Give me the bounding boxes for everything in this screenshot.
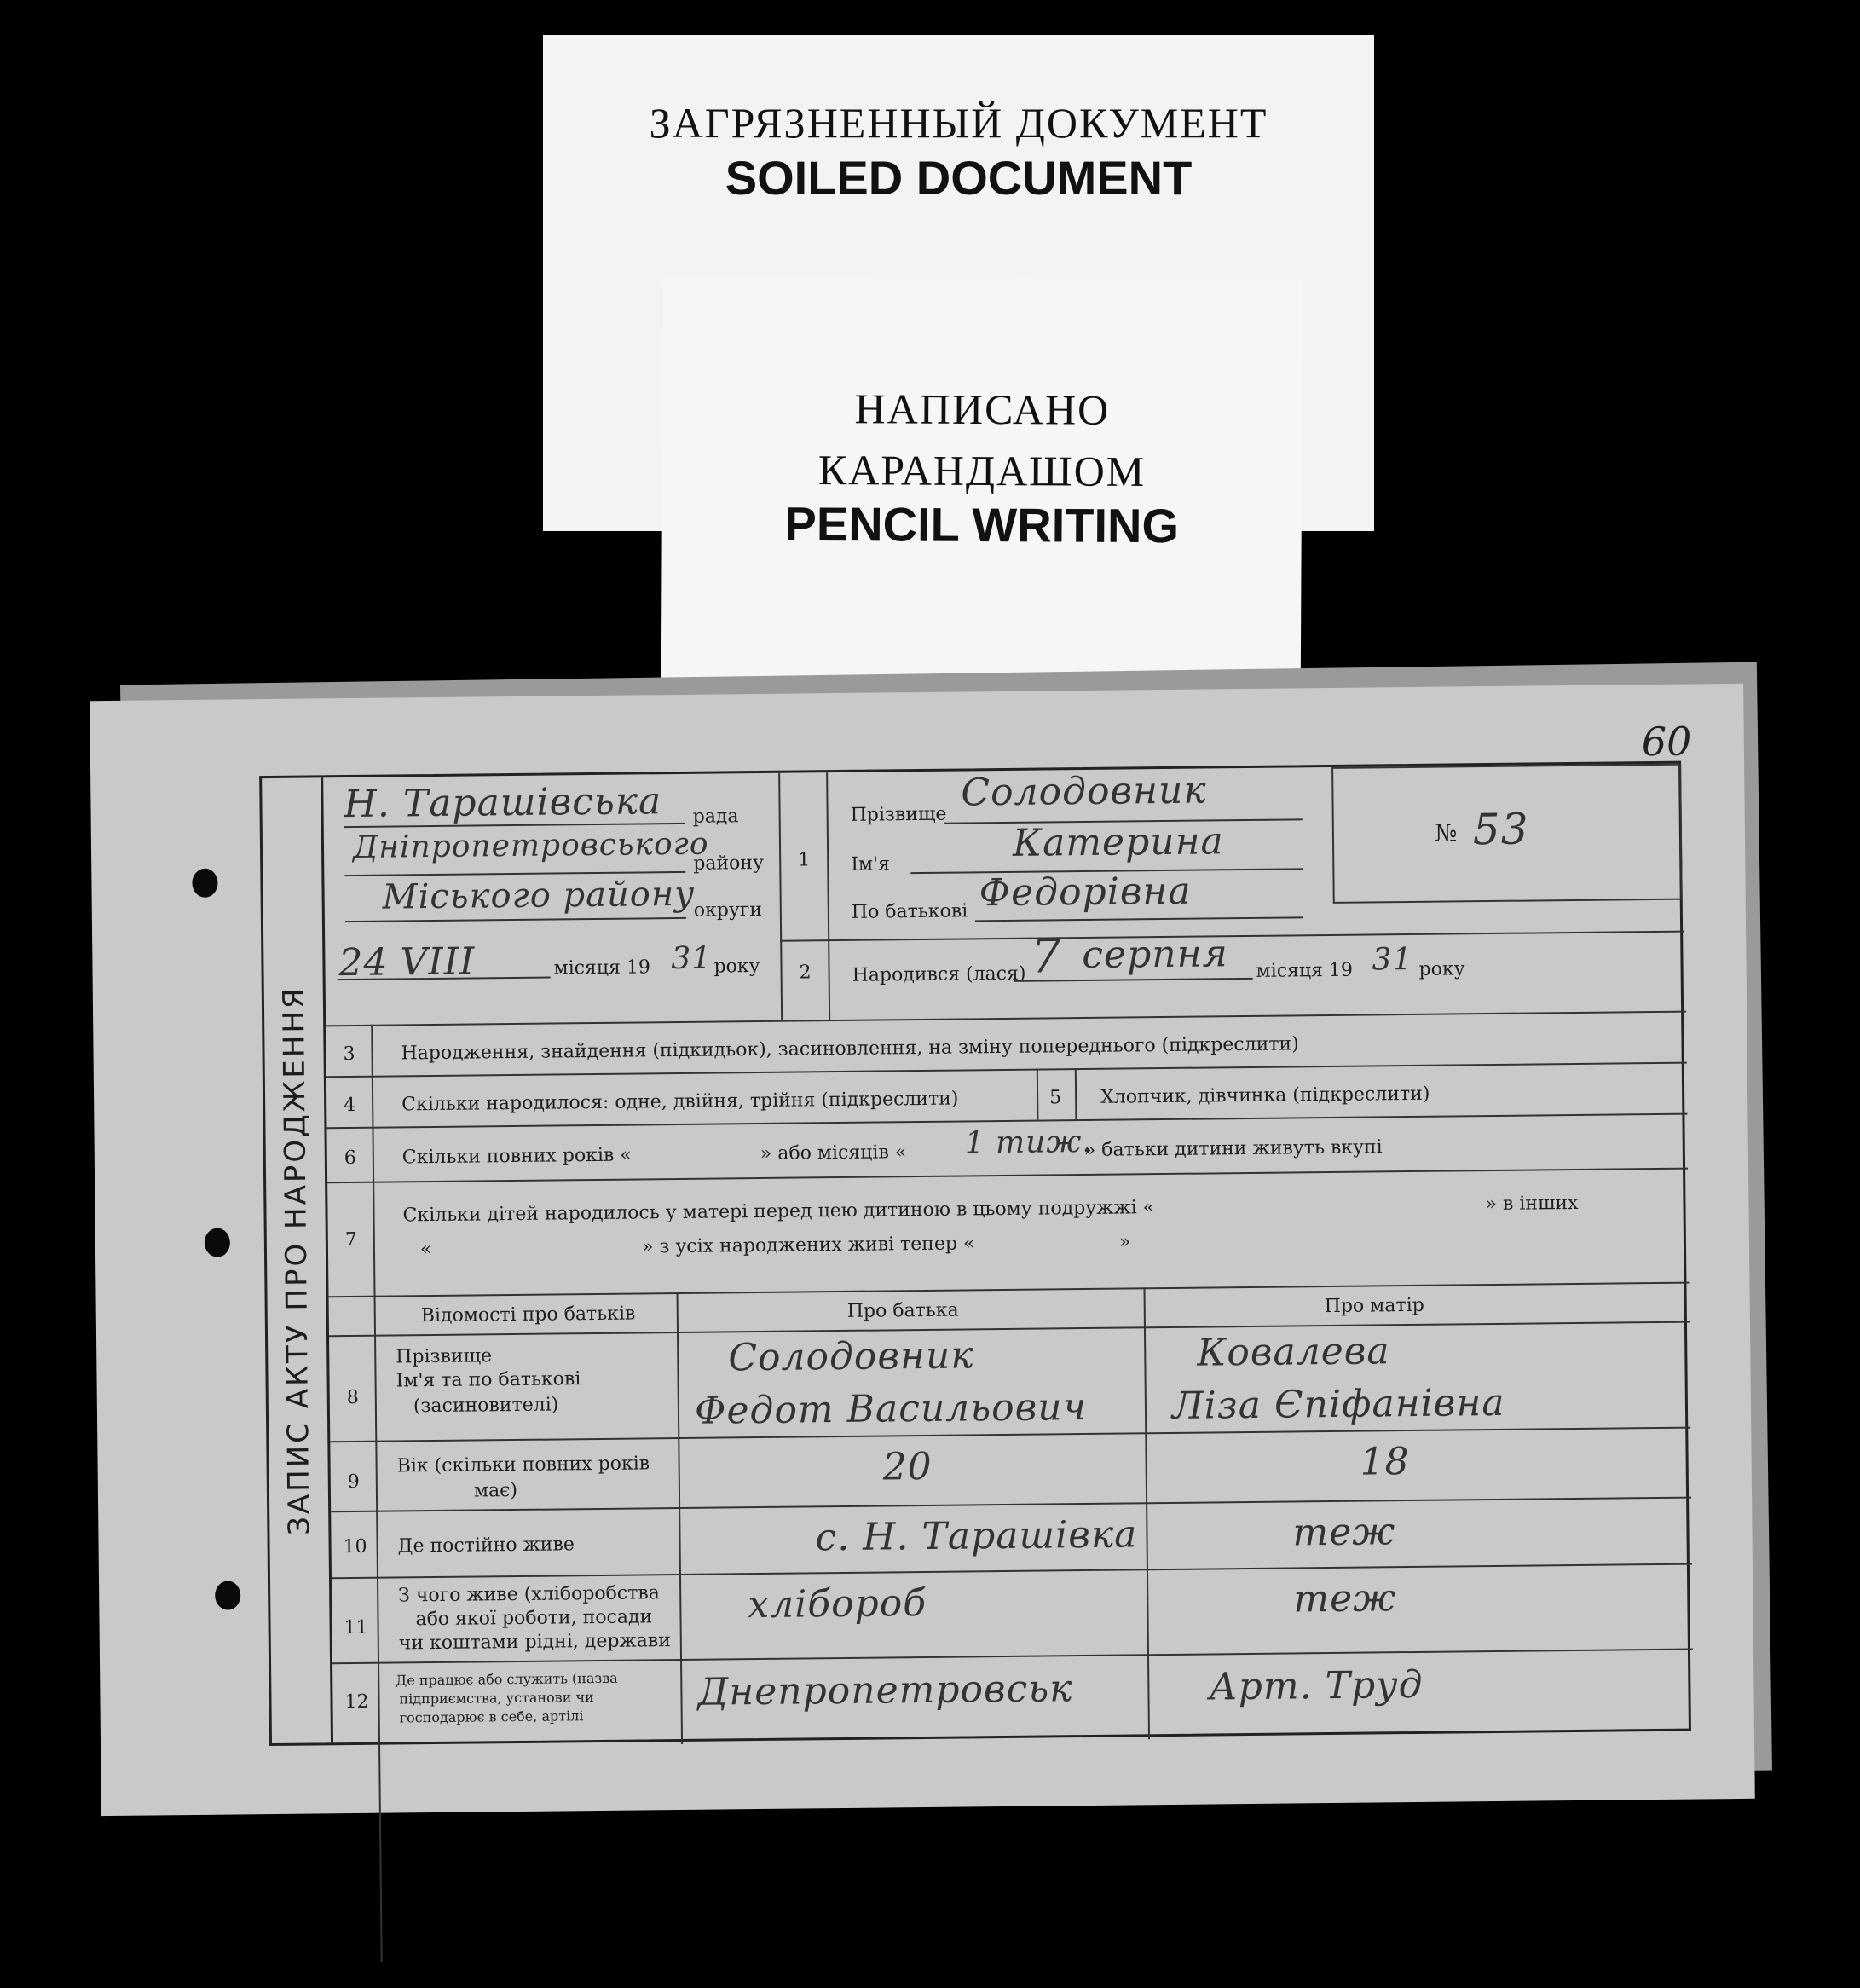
mother-workplace: Арт. Труд (1209, 1662, 1424, 1709)
column-father-header: Про батька (846, 1299, 959, 1322)
mother-name: Ліза Єпіфанівна (1171, 1380, 1505, 1428)
born-month-label: місяця 19 (1256, 959, 1354, 982)
name-value: Катерина (1012, 819, 1225, 865)
soiled-label-ru: ЗАГРЯЗНЕННЫЙ ДОКУМЕНТ (649, 99, 1268, 147)
column-mother-header: Про матір (1324, 1294, 1424, 1318)
father-age: 20 (882, 1444, 933, 1489)
record-month: VIII (400, 939, 476, 985)
row-12-label-1: Де працює або служить (назва (396, 1669, 618, 1689)
row-6-text-3: » батьки дитини живуть вкупі (1083, 1136, 1383, 1162)
divider (780, 931, 1684, 942)
divider (826, 772, 830, 1020)
side-title: ЗАПИС АКТУ ПРО НАРОДЖЕННЯ (276, 985, 316, 1536)
row-number-3: 3 (343, 1043, 355, 1066)
divider (326, 1011, 1686, 1027)
pencil-label-ru-1: НАПИСАНО (854, 384, 1111, 434)
father-workplace: Днепропетровськ (697, 1667, 1073, 1714)
row-7-text-end: » в інших (1485, 1192, 1579, 1216)
mother-residence: теж (1292, 1510, 1396, 1555)
row-number-1: 1 (798, 849, 811, 871)
sheet-number: 60 (1641, 718, 1692, 766)
raion-label: району (693, 852, 765, 875)
row-6-text: Скільки повних років « (401, 1144, 632, 1169)
born-month: серпня (1082, 932, 1228, 978)
father-surname: Солодовник (728, 1333, 974, 1380)
patronymic-label: По батькові (851, 900, 968, 923)
surname-label: Прізвище (850, 803, 947, 826)
record-number-label: № (1434, 818, 1458, 847)
born-year-suffix: року (1418, 958, 1465, 980)
divider (326, 1062, 1687, 1078)
row-number-11: 11 (344, 1616, 368, 1639)
row-number-9: 9 (347, 1471, 360, 1494)
divider (1143, 1287, 1150, 1739)
record-year: 31 (671, 940, 713, 977)
row-8-label-1: Прізвище (396, 1345, 493, 1368)
punch-hole (192, 869, 217, 898)
mother-surname: Ковалева (1197, 1329, 1390, 1375)
row-3-text: Народження, знайдення (підкидьок), засиновлення, на зміну попереднього (підкреслити) (401, 1033, 1299, 1065)
divider (677, 1292, 684, 1744)
birth-record-form (259, 761, 1691, 1746)
row-number-10: 10 (343, 1535, 367, 1558)
record-number-value: 53 (1472, 804, 1529, 855)
divider (371, 1025, 383, 1962)
divider (1037, 1069, 1039, 1120)
record-month-label: місяця 19 (553, 956, 651, 980)
divider (778, 773, 783, 1020)
divider (331, 1497, 1691, 1513)
row-7-text-2: « (419, 1239, 432, 1261)
row-6-months-value: 1 тиж. (964, 1124, 1093, 1161)
row-6-text-2: » або місяців « (760, 1141, 907, 1164)
born-day: 7 (1031, 928, 1063, 985)
pencil-label-en: PENCIL WRITING (784, 496, 1180, 553)
row-7-text-3: » з усіх народжених живі тепер « (641, 1233, 975, 1258)
row-9-label-1: Вік (скільки повних років (396, 1453, 650, 1477)
side-title-panel (262, 777, 333, 1743)
row-number-6: 6 (344, 1147, 356, 1170)
mother-occupation: теж (1293, 1576, 1397, 1621)
divider (332, 1563, 1692, 1580)
surname-value: Солодовник (961, 768, 1207, 815)
row-8-label-2: Ім'я та по батькові (396, 1368, 581, 1392)
patronymic-value: Федорівна (979, 869, 1192, 916)
row-11-label-1: З чого живе (хліборобства (398, 1582, 660, 1607)
row-7-text-4: » (1118, 1231, 1131, 1253)
divider (329, 1282, 1690, 1298)
father-name: Федот Васильович (694, 1384, 1088, 1433)
record-day: 24 (338, 940, 389, 985)
soiled-label-en: SOILED DOCUMENT (725, 151, 1193, 205)
born-label: Народився (лася) (852, 962, 1026, 986)
pencil-writing-card (661, 277, 1303, 690)
row-7-text: Скільки дітей народилось у матері перед цею дитиною в цьому подружжі « (402, 1197, 1155, 1227)
punch-hole (205, 1228, 230, 1257)
name-label: Ім'я (851, 853, 891, 876)
punch-hole (215, 1581, 240, 1609)
birth-record-sheet (90, 684, 1755, 1816)
row-number-7: 7 (344, 1228, 357, 1251)
father-residence: с. Н. Тарашівка (815, 1512, 1138, 1560)
underline (345, 917, 686, 922)
father-occupation: хлібороб (748, 1581, 927, 1627)
row-12-label-3: господарює в себе, артілі (399, 1708, 584, 1726)
rada-value: Н. Тарашівська (344, 779, 662, 827)
row-12-label-2: підприємства, установи чи (399, 1689, 594, 1708)
okruha-label: округи (693, 899, 763, 922)
row-11-label-3: чи коштами рідні, держави (398, 1630, 672, 1655)
underline (975, 916, 1303, 922)
row-9-label-2: має) (473, 1479, 518, 1502)
row-4-text: Скільки народилося: одне, двійня, трійня (підкреслити) (401, 1088, 959, 1116)
mother-age: 18 (1360, 1440, 1410, 1484)
row-11-label-2: або якої роботи, посади (415, 1606, 653, 1631)
row-number-8: 8 (346, 1386, 359, 1409)
divider (1075, 1068, 1077, 1119)
pencil-label-ru-2: КАРАНДАШОМ (817, 445, 1147, 496)
row-number-4: 4 (344, 1094, 356, 1117)
row-10-label: Де постійно живе (397, 1534, 575, 1557)
row-number-2: 2 (799, 962, 812, 984)
row-number-5: 5 (1049, 1087, 1062, 1109)
row-5-text: Хлопчик, дівчинка (підкреслити) (1100, 1083, 1430, 1108)
column-info-header: Відомості про батьків (420, 1303, 636, 1327)
okruha-value: Міського району (382, 874, 696, 917)
row-number-12: 12 (344, 1690, 369, 1713)
divider (327, 1168, 1688, 1184)
rada-label: рада (692, 806, 739, 828)
record-year-suffix: року (713, 955, 760, 978)
raion-value: Дніпропетровського (352, 826, 709, 865)
row-8-label-3: (засиновителі) (413, 1394, 559, 1418)
born-year: 31 (1372, 941, 1413, 978)
